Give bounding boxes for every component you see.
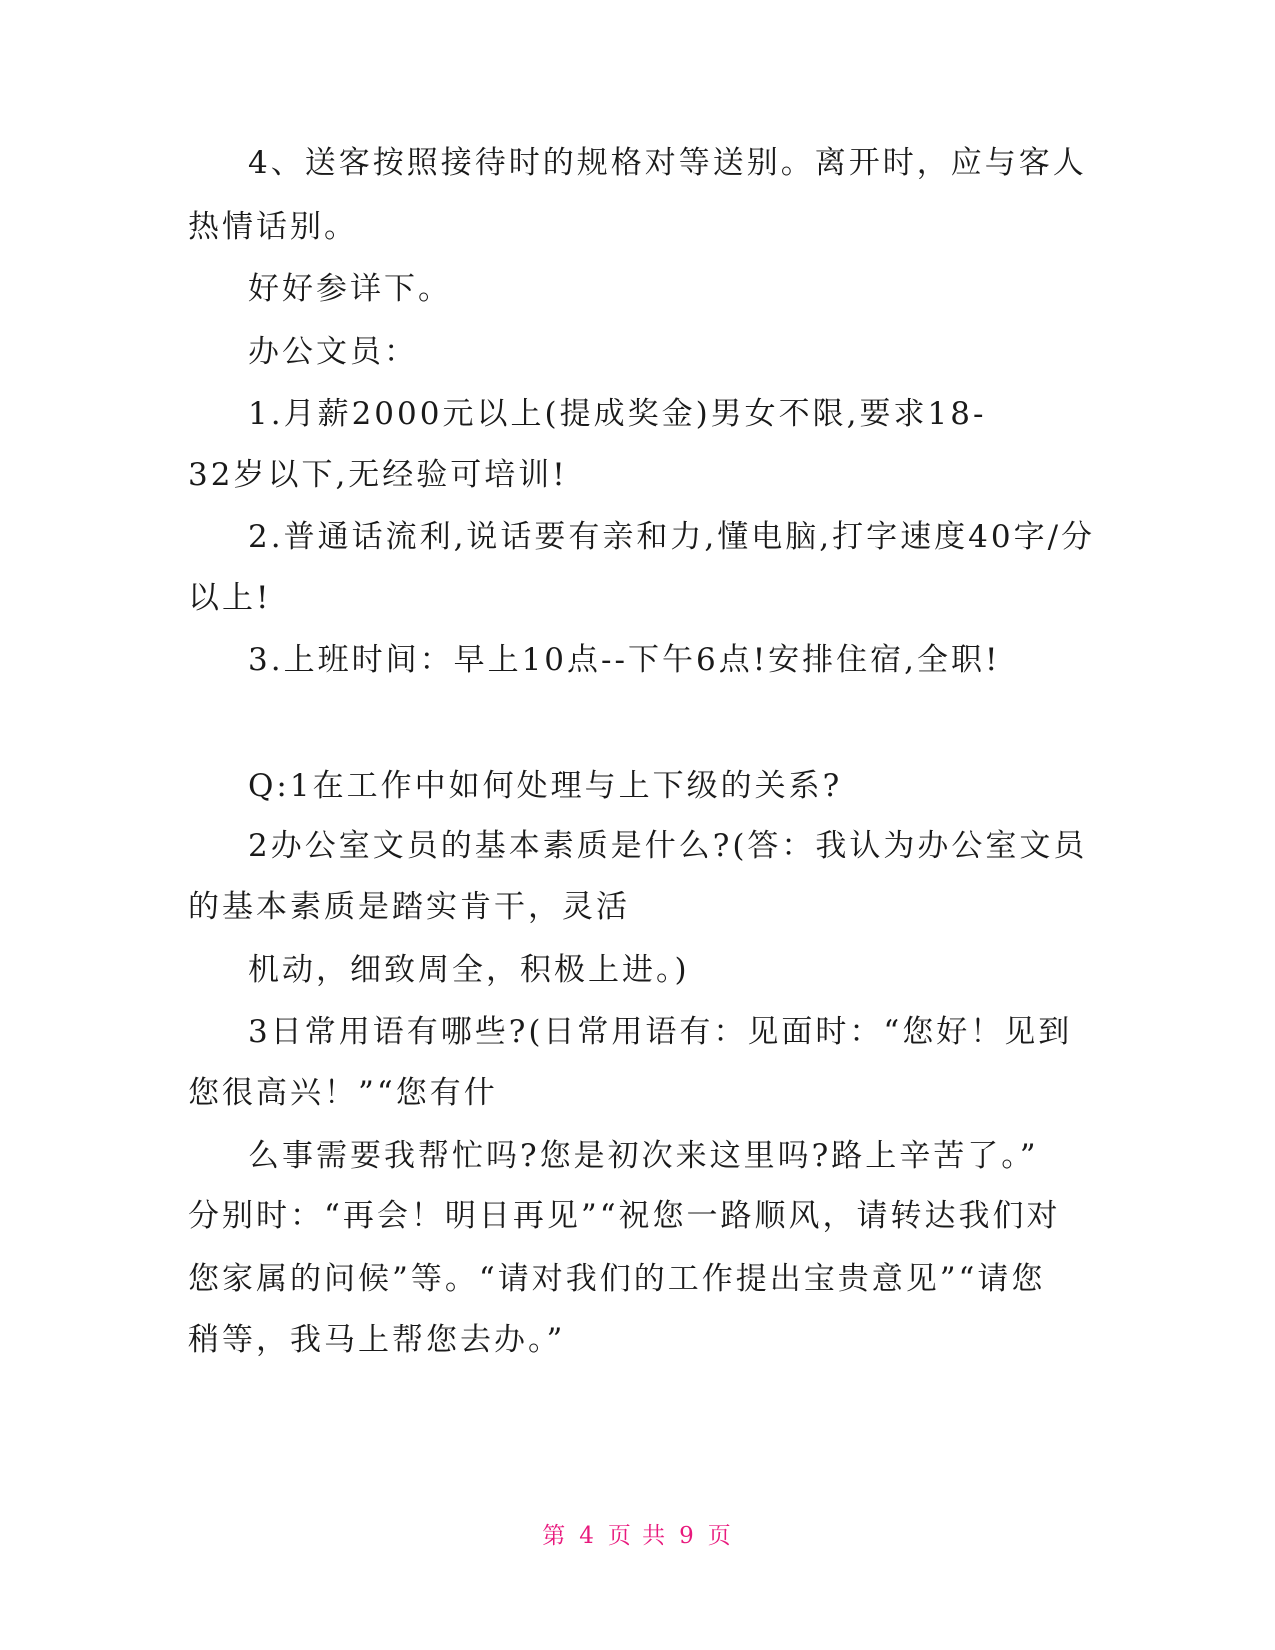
- paragraph-line: Q:1在工作中如何处理与上下级的关系?: [248, 768, 843, 804]
- page-footer: [0, 1517, 1275, 1550]
- paragraph-line: 热情话别。: [188, 209, 358, 245]
- paragraph-line: 3.上班时间：早上10点--下午6点!安排住宿,全职!: [248, 642, 1001, 678]
- paragraph-line: 1.月薪2000元以上(提成奖金)男女不限,要求18-: [248, 396, 987, 432]
- paragraph-line: 么事需要我帮忙吗?您是初次来这里吗?路上辛苦了。”: [248, 1138, 1039, 1174]
- paragraph-line: 以上!: [188, 580, 272, 616]
- page-current-number: 4: [579, 1523, 596, 1549]
- paragraph-line: 4、送客按照接待时的规格对等送别。离开时，应与客人: [248, 145, 1087, 181]
- paragraph-line: 分别时：“再会！明日再见”“祝您一路顺风，请转达我们对: [188, 1198, 1061, 1234]
- paragraph-line: 32岁以下,无经验可培训!: [188, 457, 568, 493]
- paragraph-line: 您家属的问候”等。“请对我们的工作提出宝贵意见”“请您: [188, 1261, 1046, 1297]
- paragraph-line: 好好参详下。: [248, 271, 452, 307]
- paragraph-line: 机动，细致周全，积极上进。): [248, 952, 690, 988]
- page-total-number: 9: [679, 1523, 696, 1549]
- page-label-mid: 页 共: [607, 1523, 668, 1549]
- page-label-suffix: 页: [707, 1523, 733, 1549]
- paragraph-line: 您很高兴！”“您有什: [188, 1075, 498, 1111]
- paragraph-line: 2办公室文员的基本素质是什么?(答：我认为办公室文员: [248, 828, 1088, 864]
- paragraph-line: 稍等，我马上帮您去办。”: [188, 1322, 566, 1358]
- paragraph-line: 的基本素质是踏实肯干，灵活: [188, 889, 630, 925]
- paragraph-line: 3日常用语有哪些?(日常用语有：见面时：“您好！见到: [248, 1014, 1073, 1050]
- paragraph-line: 办公文员：: [248, 334, 418, 370]
- page-label-prefix: 第: [542, 1523, 568, 1549]
- paragraph-line: 2.普通话流利,说话要有亲和力,懂电脑,打字速度40字/分: [248, 519, 1096, 555]
